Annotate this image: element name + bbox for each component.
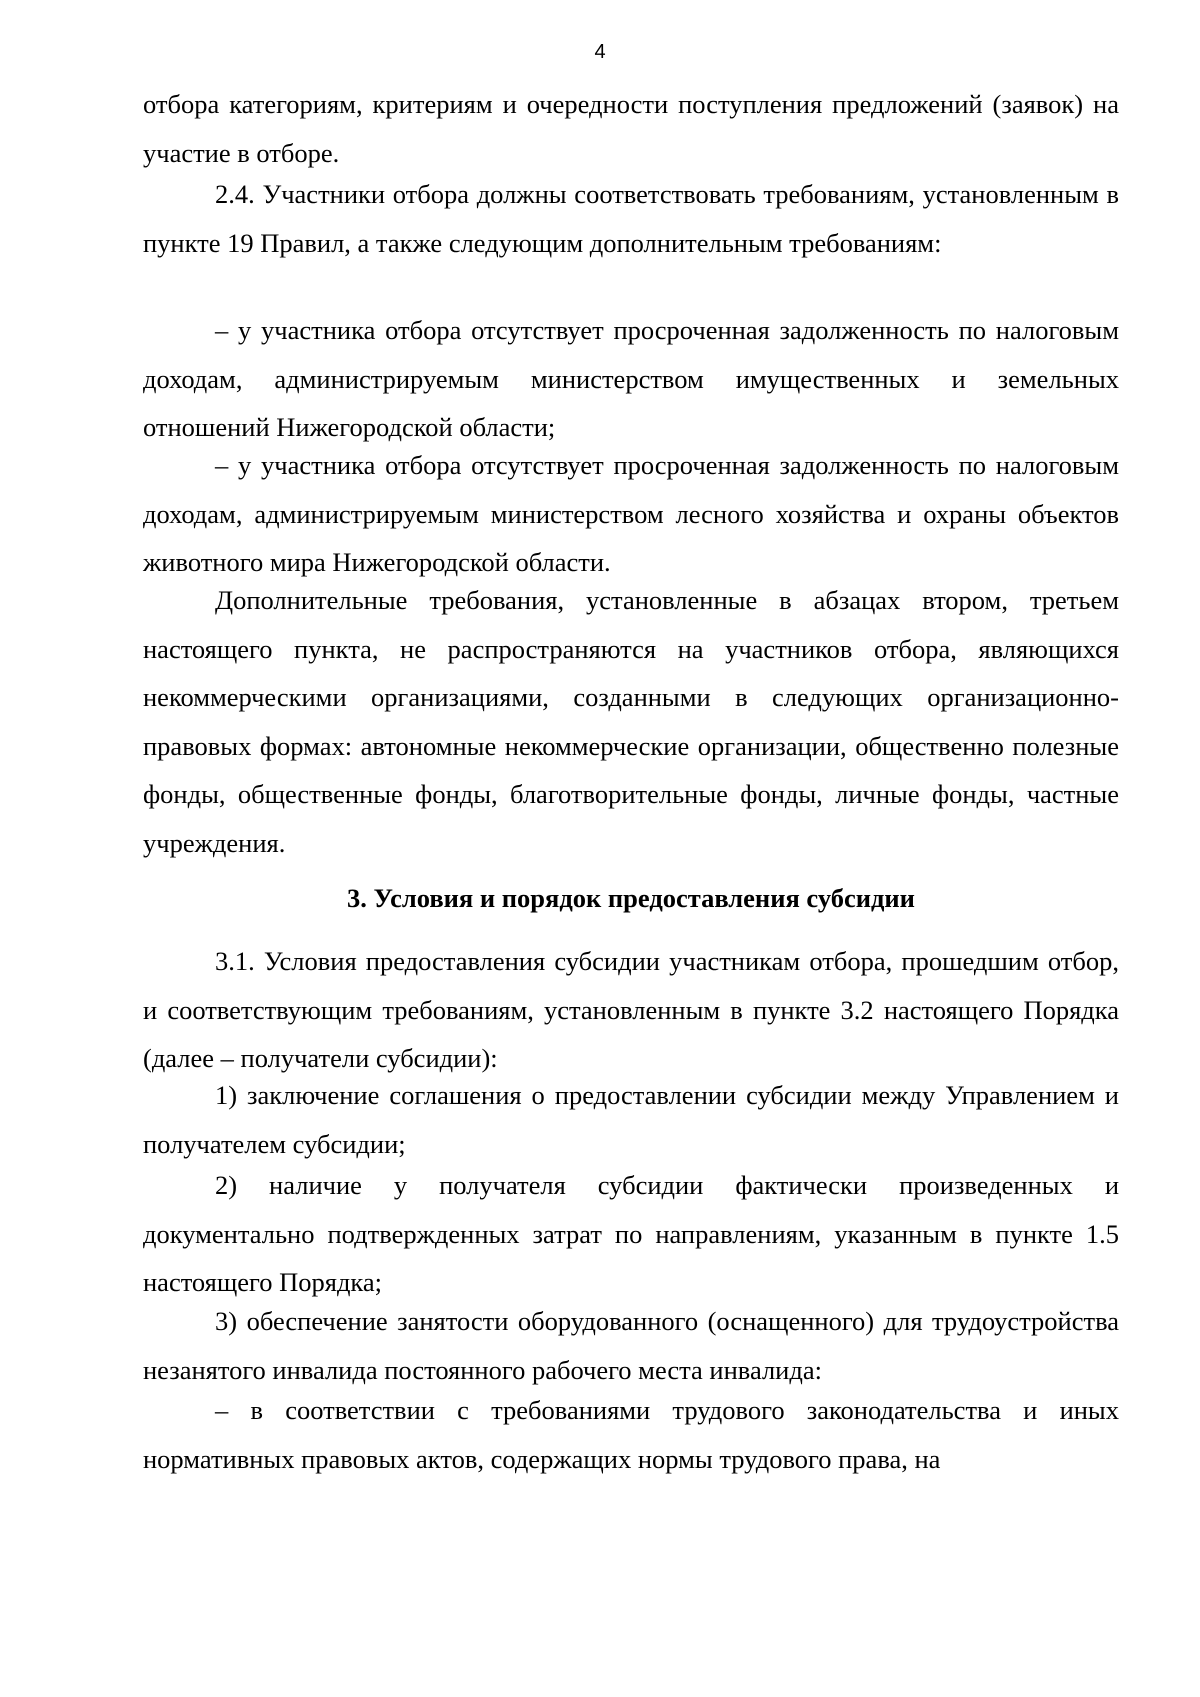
text-block-1 (143, 80, 1119, 177)
text-block-10 (143, 1386, 1119, 1483)
page-number: 4 (594, 41, 606, 63)
list-item-3: 3) обеспечение занятости оборудованного (оснащенного) для трудоустройства незанятого инвалида постоянного рабочего места инвалида: (143, 1306, 1119, 1385)
paragraph-2-4: 2.4. Участники отбора должны соответствовать требованиям, установленным в пункте 19 Правил, а также следующим дополнительным требованиям: (143, 179, 1119, 258)
paragraph-3-1: 3.1. Условия предоставления субсидии участникам отбора, прошедшим отбор, и соответствующим требованиям, установленным в пункте 3.2 настоящего Порядка (далее – получатели субсидии): (143, 946, 1119, 1073)
text-block-7 (143, 1071, 1119, 1168)
list-item-dash-3: – в соответствии с требованиями трудового законодательства и иных нормативных правовых актов, содержащих нормы трудового права, на (143, 1395, 1119, 1474)
paragraph-continuation: отбора категориям, критериям и очередности поступления предложений (заявок) на участие в отборе. (143, 89, 1119, 168)
text-block-3 (143, 306, 1119, 452)
section-heading: 3. Условия и порядок предоставления субсидии (347, 883, 915, 913)
text-block-8 (143, 1161, 1119, 1307)
text-block-5 (143, 576, 1119, 867)
text-block-heading (143, 874, 1119, 923)
text-block-9 (143, 1297, 1119, 1394)
paragraph-additional-requirements: Дополнительные требования, установленные в абзацах втором, третьем настоящего пункта, не распространяются на участников отбора, являющихся некоммерческими организациями, созданными в следующих организационно-правовых формах: автономные некоммерческие организации, общественно полезные фонды, общественные фонды, благотворительные фонды, личные фонды, частные учреждения. (143, 585, 1119, 858)
text-block-4 (143, 441, 1119, 587)
list-item-dash-1: – у участника отбора отсутствует просроченная задолженность по налоговым доходам, администрируемым министерством имущественных и земельных отношений Нижегородской области; (143, 315, 1119, 442)
list-item-dash-2: – у участника отбора отсутствует просроченная задолженность по налоговым доходам, администрируемым министерством лесного хозяйства и охраны объектов животного мира Нижегородской области. (143, 450, 1119, 577)
list-item-2: 2) наличие у получателя субсидии фактически произведенных и документально подтвержденных затрат по направлениям, указанным в пункте 1.5 настоящего Порядка; (143, 1170, 1119, 1297)
text-block-6 (143, 937, 1119, 1083)
list-item-1: 1) заключение соглашения о предоставлении субсидии между Управлением и получателем субсидии; (143, 1080, 1119, 1159)
text-block-2 (143, 170, 1119, 267)
